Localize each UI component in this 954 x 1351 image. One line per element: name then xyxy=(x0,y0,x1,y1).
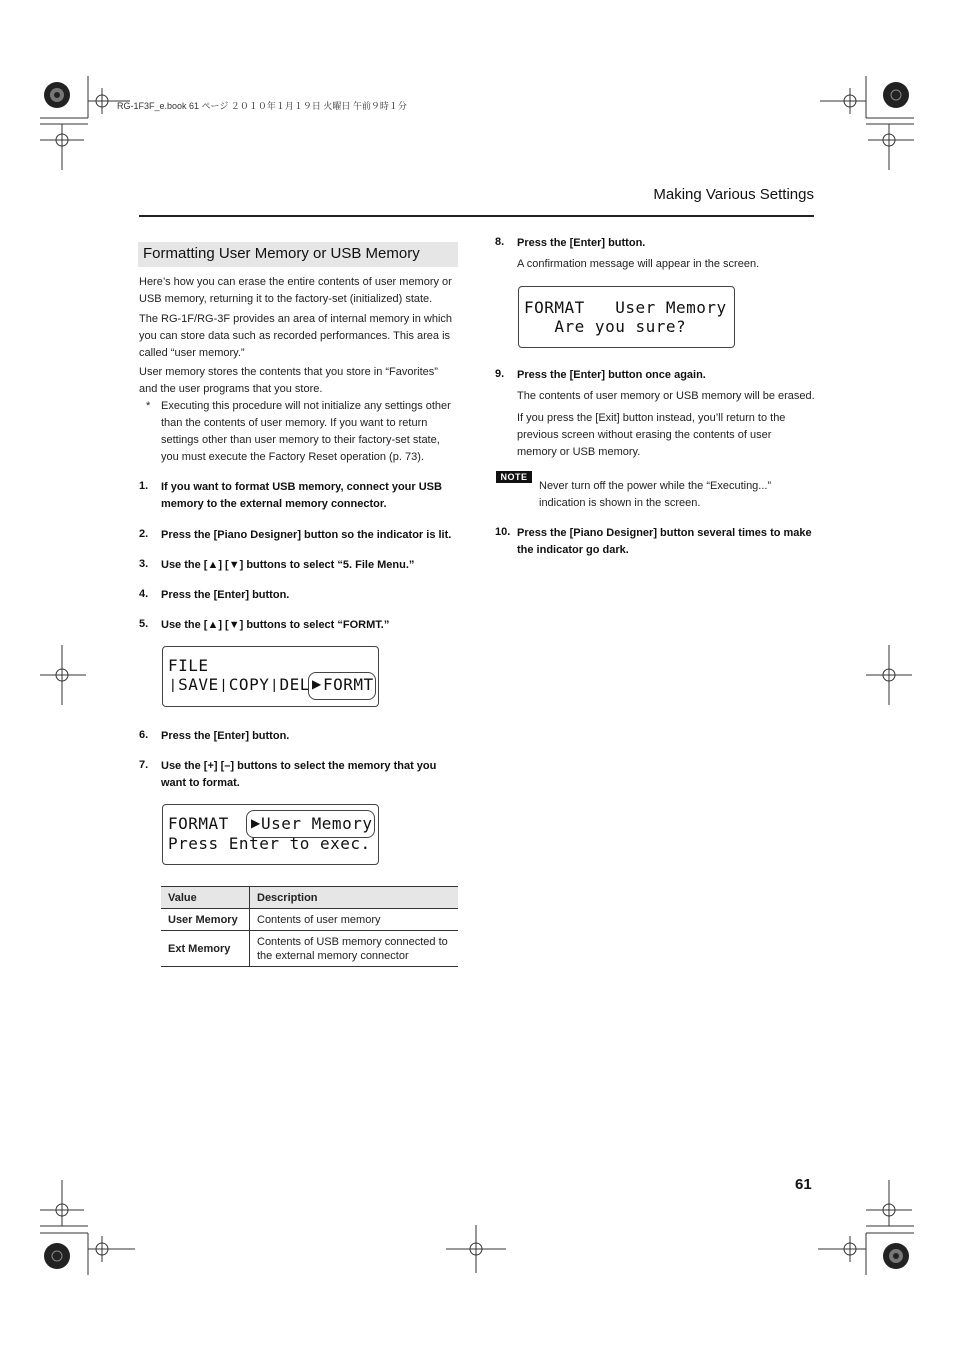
step-number: 10. xyxy=(495,526,511,538)
page-number: 61 xyxy=(795,1176,812,1193)
step-text: Press the [Enter] button. xyxy=(161,589,290,601)
table-cell-description: Contents of USB memory connected to the external memory connector xyxy=(250,931,459,967)
table-row xyxy=(161,909,458,931)
step-text: Press the [Piano Designer] button so the indicator is lit. xyxy=(161,529,452,541)
step-number: 2. xyxy=(139,528,149,540)
cursor-triangle-icon: ▶ xyxy=(251,816,261,830)
step-description: If you press the [Exit] button instead, you’ll return to the previous screen without erasing the contents of user memory or USB memory. xyxy=(517,412,786,458)
step-text: Press the [Piano Designer] button several times to make the indicator go dark. xyxy=(517,527,812,556)
lcd-selected-item: User Memory xyxy=(261,814,373,833)
table-header: Description xyxy=(250,887,459,909)
step-number: 3. xyxy=(139,558,149,570)
lcd-selected-item: FORMT xyxy=(323,675,374,694)
step-text: Press the [Enter] button. xyxy=(517,237,646,249)
lcd-screen-file-menu xyxy=(162,646,379,707)
step-text: Use the [▲] [▼] buttons to select “FORMT.” xyxy=(161,619,390,631)
table-cell-description: Contents of user memory xyxy=(250,909,459,931)
table-cell-value: Ext Memory xyxy=(161,931,250,967)
lcd-line-1: FORMAT xyxy=(168,814,229,833)
lcd-line-2: Press Enter to exec. xyxy=(168,834,371,853)
step-number: 6. xyxy=(139,729,149,741)
table-cell-value: User Memory xyxy=(161,909,250,931)
header-rule xyxy=(139,215,814,217)
lcd-line-2: Are you sure? xyxy=(524,317,687,336)
note-text: Never turn off the power while the “Executing...” indication is shown in the screen. xyxy=(539,480,772,509)
step-text: Press the [Enter] button once again. xyxy=(517,369,706,381)
section-header: Making Various Settings xyxy=(653,186,814,203)
print-file-info: RG-1F3F_e.book 61 ページ ２０１０年１月１９日 火曜日 午前９時１分 xyxy=(117,101,407,111)
caution-text: Executing this procedure will not initialize any settings other than the contents of user memory. If you want to return settings other than user memory to their factory-set state, you must execute the Factory Reset operation (p. 73). xyxy=(161,400,451,463)
cursor-triangle-icon: ▶ xyxy=(312,677,322,691)
lcd-line-1: FILE xyxy=(168,656,209,675)
step-number: 9. xyxy=(495,368,505,380)
lcd-screen-format-select xyxy=(162,804,379,865)
table-row xyxy=(161,931,458,967)
step-number: 8. xyxy=(495,236,505,248)
intro-paragraph-1: Here’s how you can erase the entire contents of user memory or USB memory, returning it to the factory-set (initialized) state. xyxy=(139,276,452,305)
intro-paragraph-3: User memory stores the contents that you store in “Favorites” and the user programs that you store. xyxy=(139,366,438,395)
step-description: The contents of user memory or USB memory will be erased. xyxy=(517,390,815,402)
intro-paragraph-2: The RG-1F/RG-3F provides an area of internal memory in which you can store data such as recorded performances. This area is called “user memory.” xyxy=(139,313,453,359)
lcd-line-1: FORMAT User Memory xyxy=(524,298,727,317)
step-number: 4. xyxy=(139,588,149,600)
values-table xyxy=(161,886,458,967)
step-number: 1. xyxy=(139,480,149,492)
step-text: Use the [▲] [▼] buttons to select “5. File Menu.” xyxy=(161,559,415,571)
step-description: A confirmation message will appear in the screen. xyxy=(517,258,760,270)
step-text: Use the [+] [–] buttons to select the memory that you want to format. xyxy=(161,760,437,789)
lcd-selection-highlight xyxy=(308,672,376,700)
lcd-screen-confirm xyxy=(518,286,735,348)
step-text: Press the [Enter] button. xyxy=(161,730,290,742)
step-number: 5. xyxy=(139,618,149,630)
step-number: 7. xyxy=(139,759,149,771)
table-header: Value xyxy=(161,887,250,909)
section-title: Formatting User Memory or USB Memory xyxy=(143,245,420,262)
step-text: If you want to format USB memory, connect your USB memory to the external memory connector. xyxy=(161,481,442,510)
caution-asterisk: * xyxy=(146,400,151,412)
table-header-row xyxy=(161,887,458,909)
lcd-line-2: ❘SAVE❘COPY❘DEL xyxy=(168,675,310,694)
note-badge: NOTE xyxy=(496,471,532,483)
